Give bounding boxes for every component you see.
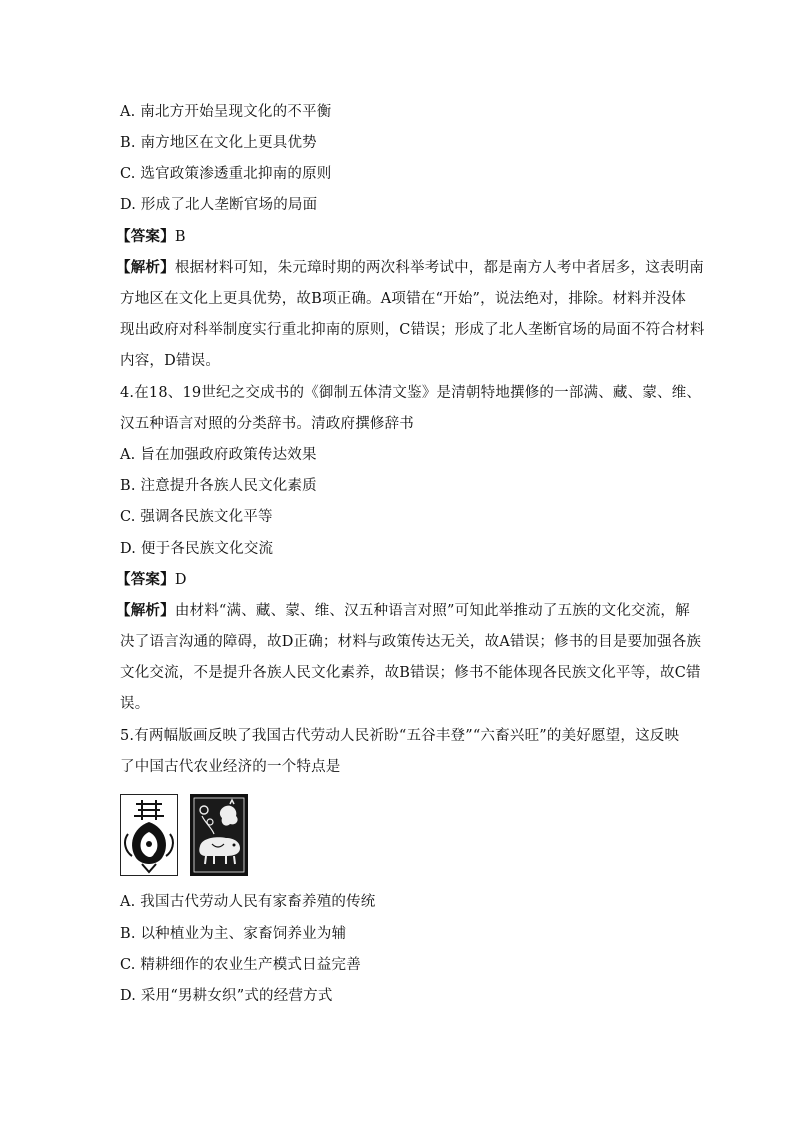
q4-option-c: C. 强调各民族文化平等: [120, 509, 273, 525]
livestock-print-image: [190, 794, 248, 876]
q4-stem-line-1: 4.在18、19世纪之交成书的《御制五体清文鉴》是清朝特地撰修的一部满、藏、蒙、维、: [120, 385, 702, 401]
q4-stem-line-2: 汉五种语言对照的分类辞书。清政府撰修辞书: [120, 416, 414, 432]
grain-harvest-print-image: [120, 794, 178, 876]
q5-stem-line-2: 了中国古代农业经济的一个特点是: [120, 759, 341, 775]
q3-analysis-line-3: 现出政府对科举制度实行重北抑南的原则，C错误；形成了北人垄断官场的局面不符合材料: [120, 322, 705, 338]
q4-analysis-line-1: [116, 601, 690, 621]
q5-option-d: D. 采用“男耕女织”式的经营方式: [120, 988, 333, 1004]
q3-analysis-line-4: 内容，D错误。: [120, 353, 221, 369]
q3-option-b: B. 南方地区在文化上更具优势: [120, 135, 317, 151]
q3-analysis-line-1: [116, 258, 705, 278]
q4-answer: [116, 570, 676, 590]
q5-stem-line-1: 5.有两幅版画反映了我国古代劳动人民祈盼“五谷丰登”“六畜兴旺”的美好愿望，这反映: [120, 728, 680, 744]
q4-analysis-line-2: 决了语言沟通的障碍，故D正确；材料与政策传达无关，故A错误；修书的目是要加强各族: [120, 634, 702, 650]
q3-analysis-line-2: 方地区在文化上更具优势，故B项正确。A项错在“开始”，说法绝对，排除。材料并没体: [120, 291, 686, 307]
q4-option-d: D. 便于各民族文化交流: [120, 541, 274, 557]
q4-analysis-label: 【解析】: [116, 602, 175, 619]
q5-option-c: C. 精耕细作的农业生产模式日益完善: [120, 957, 361, 973]
q4-answer-label: 【答案】: [116, 571, 175, 588]
q3-option-d: D. 形成了北人垄断官场的局面: [120, 197, 318, 213]
q3-answer-value: B: [174, 229, 186, 245]
q3-option-c: C. 选官政策渗透重北抑南的原则: [120, 166, 332, 182]
q3-answer-label: 【答案】: [116, 228, 175, 245]
q4-option-b: B. 注意提升各族人民文化素质: [120, 478, 317, 494]
q5-option-a: A. 我国古代劳动人民有家畜养殖的传统: [120, 894, 376, 910]
q3-answer: [116, 227, 676, 247]
q4-analysis-text-1: 由材料“满、藏、蒙、维、汉五种语言对照”可知此举推动了五族的文化交流，解: [174, 603, 690, 619]
q3-analysis-label: 【解析】: [116, 259, 175, 276]
q4-analysis-line-4: 误。: [120, 696, 150, 712]
q5-option-b: B. 以种植业为主、家畜饲养业为辅: [120, 926, 347, 942]
q4-analysis-line-3: 文化交流，不是提升各族人民文化素养，故B错误；修书不能体现各民族文化平等，故C错: [120, 665, 701, 681]
q4-option-a: A. 旨在加强政府政策传达效果: [120, 447, 317, 463]
q4-answer-value: D: [174, 572, 187, 588]
q3-analysis-text-1: 根据材料可知，朱元璋时期的两次科举考试中，都是南方人考中者居多，这表明南: [174, 260, 705, 276]
q3-option-a: A. 南北方开始呈现文化的不平衡: [120, 104, 332, 120]
